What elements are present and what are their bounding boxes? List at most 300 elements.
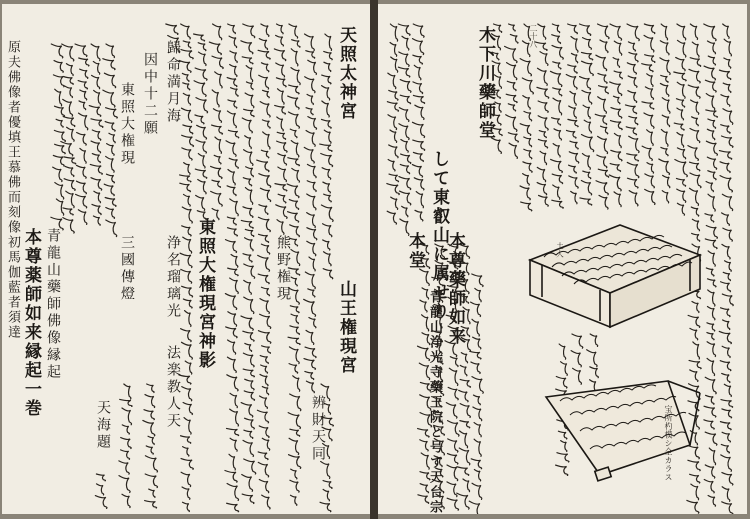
cursive-stroke [63,208,73,215]
cursive-stroke [212,125,223,134]
cursive-stroke [435,315,442,328]
heading-yakushi-engi: 本尊薬師如来縁起一巻 [21,228,41,418]
cursive-stroke [146,446,153,454]
cursive-stroke [674,123,684,130]
cursive-stroke [581,180,591,194]
cursive-stroke [625,105,636,114]
cursive-stroke [51,44,63,58]
cursive-stroke [243,353,254,367]
cursive-stroke [105,122,115,132]
cursive-stroke [400,164,409,173]
cursive-stroke [290,225,300,237]
cursive-stroke [180,183,191,192]
cursive-stroke [122,408,132,425]
cursive-stroke [401,140,408,153]
cursive-stroke [582,154,590,170]
heading-toeizan: して東叡山に属せり [429,150,449,321]
cursive-stroke [168,35,180,52]
cursive-stroke [245,238,254,251]
cursive-stroke [324,403,331,414]
cursive-stroke [246,66,253,82]
cursive-stroke [520,124,531,136]
cursive-stroke [53,75,64,87]
cursive-stroke [65,86,73,98]
cursive-stroke [92,204,101,214]
cursive-stroke [262,495,270,509]
cursive-stroke [471,459,481,469]
cursive-stroke [259,75,269,89]
cursive-stroke [402,206,408,216]
cursive-stroke [460,421,470,428]
cursive-stroke [278,89,285,104]
cursive-stroke [627,24,639,41]
cursive-stroke [725,261,732,272]
cursive-stroke [524,24,530,40]
cursive-stroke [321,461,330,478]
cursive-stroke [182,207,192,223]
cursive-stroke [93,61,99,74]
cursive-stroke [181,472,191,486]
cursive-stroke [215,137,221,153]
cursive-stroke [659,159,670,175]
cursive-stroke [540,52,548,66]
cursive-stroke [570,141,578,149]
page-number: 二十八 [529,24,538,48]
cursive-stroke [230,199,239,216]
cursive-stroke [587,350,597,367]
cursive-stroke [291,68,300,85]
cursive-stroke [308,60,317,74]
cursive-stroke [722,244,730,259]
cursive-stroke [324,51,333,59]
cursive-stroke [275,184,287,191]
cursive-stroke [389,145,398,158]
cursive-stroke [628,91,637,103]
cursive-stroke [91,44,100,61]
cursive-stroke [552,118,561,125]
cursive-stroke [553,98,562,115]
cursive-stroke [106,174,114,183]
cursive-stroke [245,188,252,205]
cursive-stroke [243,207,253,218]
cursive-stroke [104,184,114,195]
cursive-stroke [196,98,208,113]
cursive-stroke [413,95,424,103]
cursive-stroke [553,62,561,69]
cursive-stroke [457,467,469,476]
heading-toshogu: 東照大権現宮神影 [195,218,215,370]
heading-honzon: 本尊藥師如来 [445,232,465,346]
cursive-stroke [305,347,316,357]
cursive-stroke [91,178,102,190]
cursive-stroke [661,75,668,82]
cursive-stroke [79,58,89,66]
cursive-stroke [568,65,577,73]
cursive-stroke [54,130,65,141]
cursive-stroke [719,331,731,343]
cursive-stroke [94,90,101,105]
cursive-stroke [721,455,732,471]
cursive-stroke [263,132,270,149]
cursive-stroke [245,229,254,236]
cursive-stroke [707,358,715,375]
book-gutter [370,0,378,519]
cursive-stroke [65,166,74,176]
cursive-stroke [119,461,129,474]
cursive-stroke [307,241,316,255]
cursive-stroke [228,312,237,327]
cursive-stroke [705,80,716,92]
cursive-stroke [553,185,560,199]
cursive-stroke [105,197,116,206]
cursive-stroke [182,342,193,359]
heading-sanno: 山王権現宮 [336,280,356,375]
cursive-stroke [145,474,157,488]
cursive-stroke [721,282,731,292]
cursive-stroke [598,97,607,114]
cursive-stroke [613,96,619,104]
cursive-stroke [627,154,639,161]
cursive-stroke [399,191,410,205]
cursive-stroke [413,82,423,94]
cursive-stroke [493,128,503,136]
cursive-stroke [676,57,686,70]
cursive-stroke [258,452,268,460]
cursive-stroke [92,75,100,88]
cursive-stroke [181,269,192,283]
cursive-stroke [642,64,653,72]
cursive-stroke [677,108,684,120]
cursive-stroke [320,502,331,511]
cursive-stroke [706,94,715,110]
cursive-stroke [259,480,269,493]
cursive-stroke [461,326,469,336]
cursive-stroke [290,326,300,335]
cursive-stroke [194,81,206,97]
cursive-stroke [278,194,286,203]
cursive-stroke [645,55,655,63]
cursive-stroke [323,443,330,458]
cursive-stroke [290,495,296,505]
cursive-stroke [388,115,397,130]
cursive-stroke [320,144,332,151]
cursive-stroke [647,130,654,146]
cursive-stroke [323,182,331,193]
cursive-stroke [198,52,206,65]
figure-label-tsuchibito: 土人 [555,242,565,258]
cursive-stroke [288,96,299,109]
cursive-stroke [245,93,254,108]
cursive-stroke [644,113,654,128]
cursive-stroke [55,183,64,199]
cursive-stroke [720,176,732,192]
cursive-stroke [523,96,530,109]
cursive-stroke [305,272,315,289]
cursive-stroke [259,426,269,438]
cursive-stroke [289,238,297,246]
cursive-stroke [309,257,315,271]
cursive-stroke [492,52,499,60]
cursive-stroke [324,252,332,266]
cursive-stroke [435,468,442,477]
cursive-stroke [243,24,255,38]
cursive-stroke [241,41,253,54]
cursive-stroke [258,50,270,59]
cursive-stroke [388,73,396,89]
cursive-stroke [599,86,609,94]
cursive-stroke [707,41,715,54]
cursive-stroke [64,179,75,191]
cursive-stroke [121,438,131,449]
cursive-stroke [291,277,297,286]
cursive-stroke [719,151,731,160]
cursive-stroke [708,56,715,65]
cursive-stroke [182,487,190,499]
cursive-stroke [647,74,653,87]
cursive-stroke [494,24,502,32]
cursive-stroke [214,155,221,164]
cursive-stroke [723,272,730,280]
cursive-stroke [398,67,409,77]
cursive-stroke [472,377,483,394]
cursive-stroke [722,373,730,382]
cursive-stroke [523,162,532,172]
cursive-stroke [433,343,442,354]
cursive-stroke [304,147,314,163]
cursive-stroke [306,131,315,147]
cursive-stroke [475,288,481,301]
cursive-stroke [64,157,76,164]
cursive-stroke [307,194,316,210]
cursive-stroke [67,127,74,141]
colophon-col-8: 原夫佛像者優填王慕佛而刻像初馬伽藍者須達 [5,40,20,340]
cursive-stroke [629,116,638,124]
cursive-stroke [307,228,317,240]
cursive-stroke [119,476,130,493]
cursive-stroke [242,118,252,133]
cursive-stroke [212,180,221,187]
cursive-stroke [610,24,622,40]
cursive-stroke [721,95,730,106]
cursive-stroke [436,366,443,382]
cursive-stroke [145,395,155,408]
cursive-stroke [538,24,546,39]
cursive-stroke [552,45,563,59]
cursive-stroke [258,274,269,284]
cursive-stroke [258,255,270,271]
cursive-stroke [305,77,315,93]
cursive-stroke [598,73,607,83]
cursive-stroke [288,288,299,304]
cursive-stroke [552,35,561,44]
cursive-stroke [211,191,223,206]
cursive-stroke [677,189,686,202]
cursive-stroke [568,24,578,34]
cursive-stroke [676,99,684,107]
cursive-stroke [242,57,253,64]
cursive-stroke [213,109,221,123]
cursive-stroke [227,428,239,435]
cursive-stroke [506,94,517,102]
cursive-stroke [90,164,102,174]
cursive-stroke [122,425,129,434]
cursive-stroke [722,502,733,514]
cursive-stroke [627,178,638,188]
cursive-stroke [571,53,577,62]
cursive-stroke [289,438,299,454]
cursive-stroke [91,119,103,127]
cursive-stroke [690,24,697,39]
cursive-stroke [120,399,132,406]
cursive-stroke [707,129,714,140]
cursive-stroke [194,34,205,41]
cursive-stroke [289,455,301,469]
cursive-stroke [689,360,701,368]
cursive-stroke [261,150,268,158]
cursive-stroke [720,422,731,430]
cursive-stroke [228,170,235,185]
cursive-stroke [290,394,301,411]
cursive-stroke [540,151,547,164]
cursive-stroke [389,90,398,100]
cursive-stroke [183,93,190,105]
cursive-stroke [51,217,63,230]
cursive-stroke [613,58,619,68]
cursive-stroke [229,36,237,47]
cursive-stroke [491,34,500,50]
cursive-stroke [583,105,590,118]
cursive-stroke [561,362,568,376]
cursive-stroke [184,418,191,434]
cursive-stroke [276,205,287,219]
cursive-stroke [490,113,501,125]
cursive-stroke [687,500,699,513]
cursive-stroke [53,155,64,166]
cursive-stroke [448,387,458,399]
cursive-stroke [109,133,115,143]
cursive-stroke [183,447,189,456]
cursive-stroke [227,111,236,128]
cursive-stroke [241,220,253,228]
cursive-stroke [582,61,594,75]
cursive-stroke [182,73,189,81]
cursive-stroke [106,220,117,237]
cursive-stroke [722,294,733,306]
cursive-stroke [195,115,204,124]
cursive-stroke [228,228,238,236]
cursive-stroke [692,117,699,126]
cursive-stroke [674,72,686,81]
cursive-stroke [434,456,442,467]
cursive-stroke [628,42,635,51]
cursive-stroke [306,51,315,59]
cursive-stroke [145,501,157,509]
cursive-stroke [212,56,223,68]
cursive-stroke [722,194,732,210]
cursive-stroke [720,162,730,173]
cursive-stroke [473,337,481,349]
cursive-stroke [243,331,254,341]
cursive-stroke [261,63,268,72]
cursive-stroke [323,224,332,237]
cursive-stroke [244,391,254,400]
cursive-stroke [182,286,193,297]
cursive-stroke [291,469,297,479]
cursive-stroke [677,132,684,147]
cursive-stroke [183,403,192,415]
cursive-stroke [213,24,222,40]
cursive-stroke [472,274,483,286]
cursive-stroke [275,105,286,114]
cursive-stroke [554,129,562,140]
cursive-stroke [420,440,428,451]
cursive-stroke [402,36,409,50]
cursive-stroke [706,141,717,155]
cursive-stroke [419,257,430,268]
cursive-stroke [103,90,115,107]
cursive-stroke [96,474,105,481]
cursive-stroke [227,503,239,512]
cursive-stroke [94,191,101,203]
cursive-stroke [569,106,577,118]
cursive-stroke [537,87,549,98]
cursive-stroke [420,300,427,312]
cursive-stroke [181,436,191,444]
cursive-stroke [690,173,701,188]
cursive-stroke [244,430,253,438]
cursive-stroke [677,40,685,57]
cursive-stroke [539,131,546,138]
cursive-stroke [690,162,700,171]
cursive-stroke [420,413,431,427]
cursive-stroke [145,456,157,472]
cursive-stroke [80,69,88,78]
cursive-stroke [708,119,716,128]
cursive-stroke [261,365,268,373]
cursive-stroke [645,174,655,188]
cursive-stroke [321,384,330,401]
cursive-stroke [450,271,458,282]
cursive-stroke [230,51,237,62]
cursive-stroke [198,43,206,51]
cursive-stroke [309,317,316,327]
cursive-stroke [722,213,730,226]
cursive-stroke [227,375,238,391]
cursive-stroke [231,254,238,267]
cursive-stroke [244,264,255,278]
cursive-stroke [289,364,298,374]
cursive-stroke [322,119,332,128]
cursive-stroke [448,421,459,436]
cursive-stroke [400,95,410,104]
cursive-stroke [583,38,592,50]
cursive-stroke [538,68,548,85]
cursive-stroke [704,24,716,41]
cursive-stroke [261,24,269,36]
cursive-stroke [124,384,131,399]
cursive-stroke [260,188,270,201]
cursive-stroke [509,143,517,158]
cursive-stroke [227,357,236,372]
cursive-stroke [144,410,154,420]
cursive-stroke [276,35,284,46]
cursive-stroke [93,216,100,225]
cursive-stroke [307,94,313,104]
cursive-stroke [121,450,130,459]
cursive-stroke [644,35,654,52]
figure-carved-rake [540,375,710,485]
cursive-stroke [419,363,429,380]
